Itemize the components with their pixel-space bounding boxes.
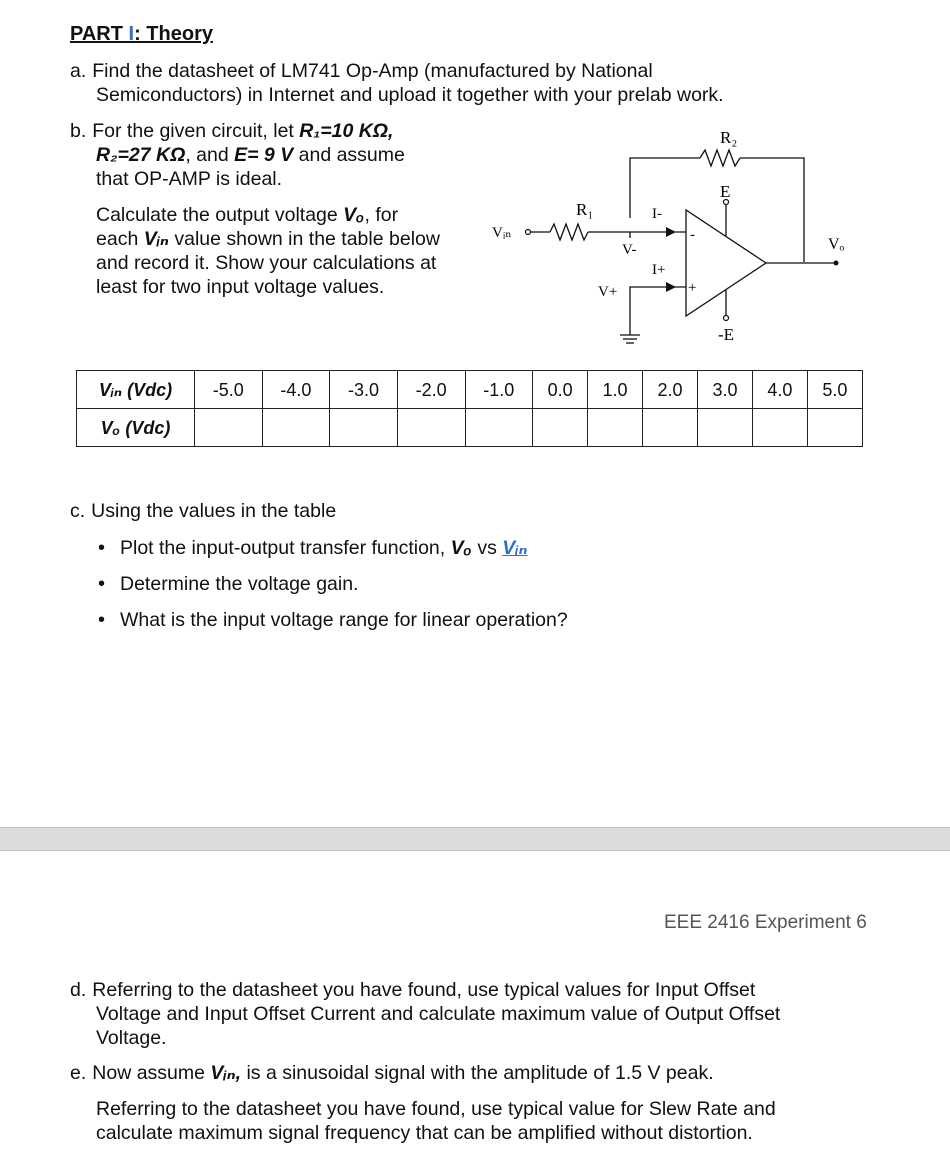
table-cell: -3.0: [330, 371, 398, 409]
instr-text: and record it. Show your calculations at: [96, 252, 437, 274]
vo-symbol: Vₒ: [450, 537, 472, 559]
vin-label: Vᵢₙ: [492, 225, 512, 241]
vin-header: Vᵢₙ (Vdc): [77, 371, 195, 409]
bullet-text: Determine the voltage gain.: [120, 573, 359, 595]
vo-label: Vₒ: [828, 236, 845, 253]
item-e-instructions: [96, 1097, 776, 1145]
item-d-line3: Voltage.: [96, 1027, 167, 1049]
table-cell: -1.0: [465, 371, 533, 409]
item-c-bullets: [98, 536, 568, 644]
table-cell: 0.0: [533, 371, 588, 409]
list-item: [98, 536, 568, 572]
table-cell: -2.0: [397, 371, 465, 409]
plus-sign: +: [688, 280, 697, 296]
r1-label: R₁: [576, 200, 594, 219]
item-a-label: a.: [70, 60, 87, 82]
minus-sign: -: [690, 227, 695, 243]
vo-cell[interactable]: [330, 409, 398, 447]
bullet-icon: •: [98, 609, 106, 631]
r2-resistor: [700, 150, 740, 166]
bullet-text: What is the input voltage range for linear operation?: [120, 609, 568, 631]
table-cell: -4.0: [262, 371, 330, 409]
vo-cell[interactable]: [397, 409, 465, 447]
vo-cell[interactable]: [807, 409, 862, 447]
item-b-text: For the given circuit, let: [92, 120, 300, 142]
i-plus-label: I+: [652, 262, 666, 278]
table-cell: 4.0: [752, 371, 807, 409]
bullet-icon: •: [98, 537, 106, 559]
vo-cell[interactable]: [262, 409, 330, 447]
item-c: [70, 499, 336, 523]
list-item: [98, 572, 568, 608]
v-plus-label: V+: [598, 284, 618, 300]
item-c-intro: Using the values in the table: [91, 500, 337, 522]
table-cell: 1.0: [588, 371, 643, 409]
vo-cell[interactable]: [752, 409, 807, 447]
section-title: PART I: Theory: [70, 23, 213, 45]
item-e-label: e.: [70, 1062, 87, 1084]
item-b-line3: that OP-AMP is ideal.: [96, 168, 283, 190]
item-a-line1: Find the datasheet of LM741 Op-Amp (manufactured by National: [92, 60, 653, 82]
vo-cell[interactable]: [465, 409, 533, 447]
vo-symbol: Vₒ: [343, 204, 365, 226]
feedback-wire-left: [630, 158, 700, 218]
item-e-text: Now assume: [92, 1062, 211, 1084]
instr-text: least for two input voltage values.: [96, 276, 385, 298]
vo-terminal: [834, 261, 839, 266]
table-cell: 3.0: [697, 371, 752, 409]
item-e-line3: calculate maximum signal frequency that can be amplified without distortion.: [96, 1122, 753, 1144]
item-b: [70, 119, 405, 191]
vo-cell[interactable]: [697, 409, 752, 447]
item-b-text: and assume: [293, 144, 405, 166]
noninverting-wire: [630, 287, 686, 335]
vo-cell[interactable]: [195, 409, 263, 447]
item-e: [70, 1061, 714, 1085]
vo-cell[interactable]: [588, 409, 643, 447]
e-value: E= 9 V: [234, 144, 294, 166]
vo-cell[interactable]: [643, 409, 698, 447]
table-row-vin: [77, 371, 863, 409]
instr-text: value shown in the table below: [168, 228, 440, 250]
vo-cell[interactable]: [533, 409, 588, 447]
page-header-text: EEE 2416 Experiment 6: [664, 912, 867, 933]
e-label: E: [720, 182, 731, 201]
bullet-text: Plot the input-output transfer function,: [120, 537, 451, 559]
list-item: [98, 608, 568, 644]
page-break-divider: [0, 827, 950, 851]
r2-value: R₂=27 KΩ: [96, 144, 186, 166]
item-a: [70, 59, 724, 107]
i-plus-arrow: [666, 282, 676, 292]
item-c-label: c.: [70, 500, 86, 522]
r2-label: R₂: [720, 128, 738, 147]
instr-text: each: [96, 228, 144, 250]
bullet-text: vs: [471, 537, 503, 559]
item-d: [70, 978, 780, 1050]
table-cell: 5.0: [807, 371, 862, 409]
vo-header: Vₒ (Vdc): [77, 409, 195, 447]
table-cell: 2.0: [643, 371, 698, 409]
i-minus-arrow: [666, 227, 676, 237]
table-cell: -5.0: [195, 371, 263, 409]
item-e-line2: Referring to the datasheet you have found, use typical value for Slew Rate and: [96, 1098, 776, 1120]
feedback-wire-right: [740, 158, 804, 262]
item-e-text: is a sinusoidal signal with the amplitude of 1.5 V peak.: [241, 1062, 714, 1084]
vin-terminal: [526, 230, 531, 235]
item-b-instructions: [96, 203, 440, 299]
vin-symbol: Vᵢₙ: [143, 228, 169, 250]
item-b-text: , and: [185, 144, 235, 166]
instr-text: , for: [364, 204, 399, 226]
op-amp-circuit-diagram: [490, 120, 860, 350]
r1-resistor: [550, 224, 588, 240]
r1-value: R₁=10 KΩ,: [299, 120, 394, 142]
voltage-table: [76, 370, 863, 447]
table-row-vo: [77, 409, 863, 447]
item-d-line1: Referring to the datasheet you have found, use typical values for Input Offset: [92, 979, 756, 1001]
neg-e-terminal: [724, 316, 729, 321]
i-minus-label: I-: [652, 206, 662, 222]
item-a-line2: Semiconductors) in Internet and upload it together with your prelab work.: [96, 84, 724, 106]
instr-text: Calculate the output voltage: [96, 204, 344, 226]
bullet-icon: •: [98, 573, 106, 595]
v-minus-label: V-: [622, 242, 637, 258]
vin-link[interactable]: Vᵢₙ: [502, 537, 528, 559]
vin-symbol: Vᵢₙ,: [210, 1062, 242, 1084]
item-d-label: d.: [70, 979, 87, 1001]
item-d-line2: Voltage and Input Offset Current and calculate maximum value of Output Offset: [96, 1003, 781, 1025]
item-b-label: b.: [70, 120, 87, 142]
neg-e-label: -E: [718, 325, 735, 344]
